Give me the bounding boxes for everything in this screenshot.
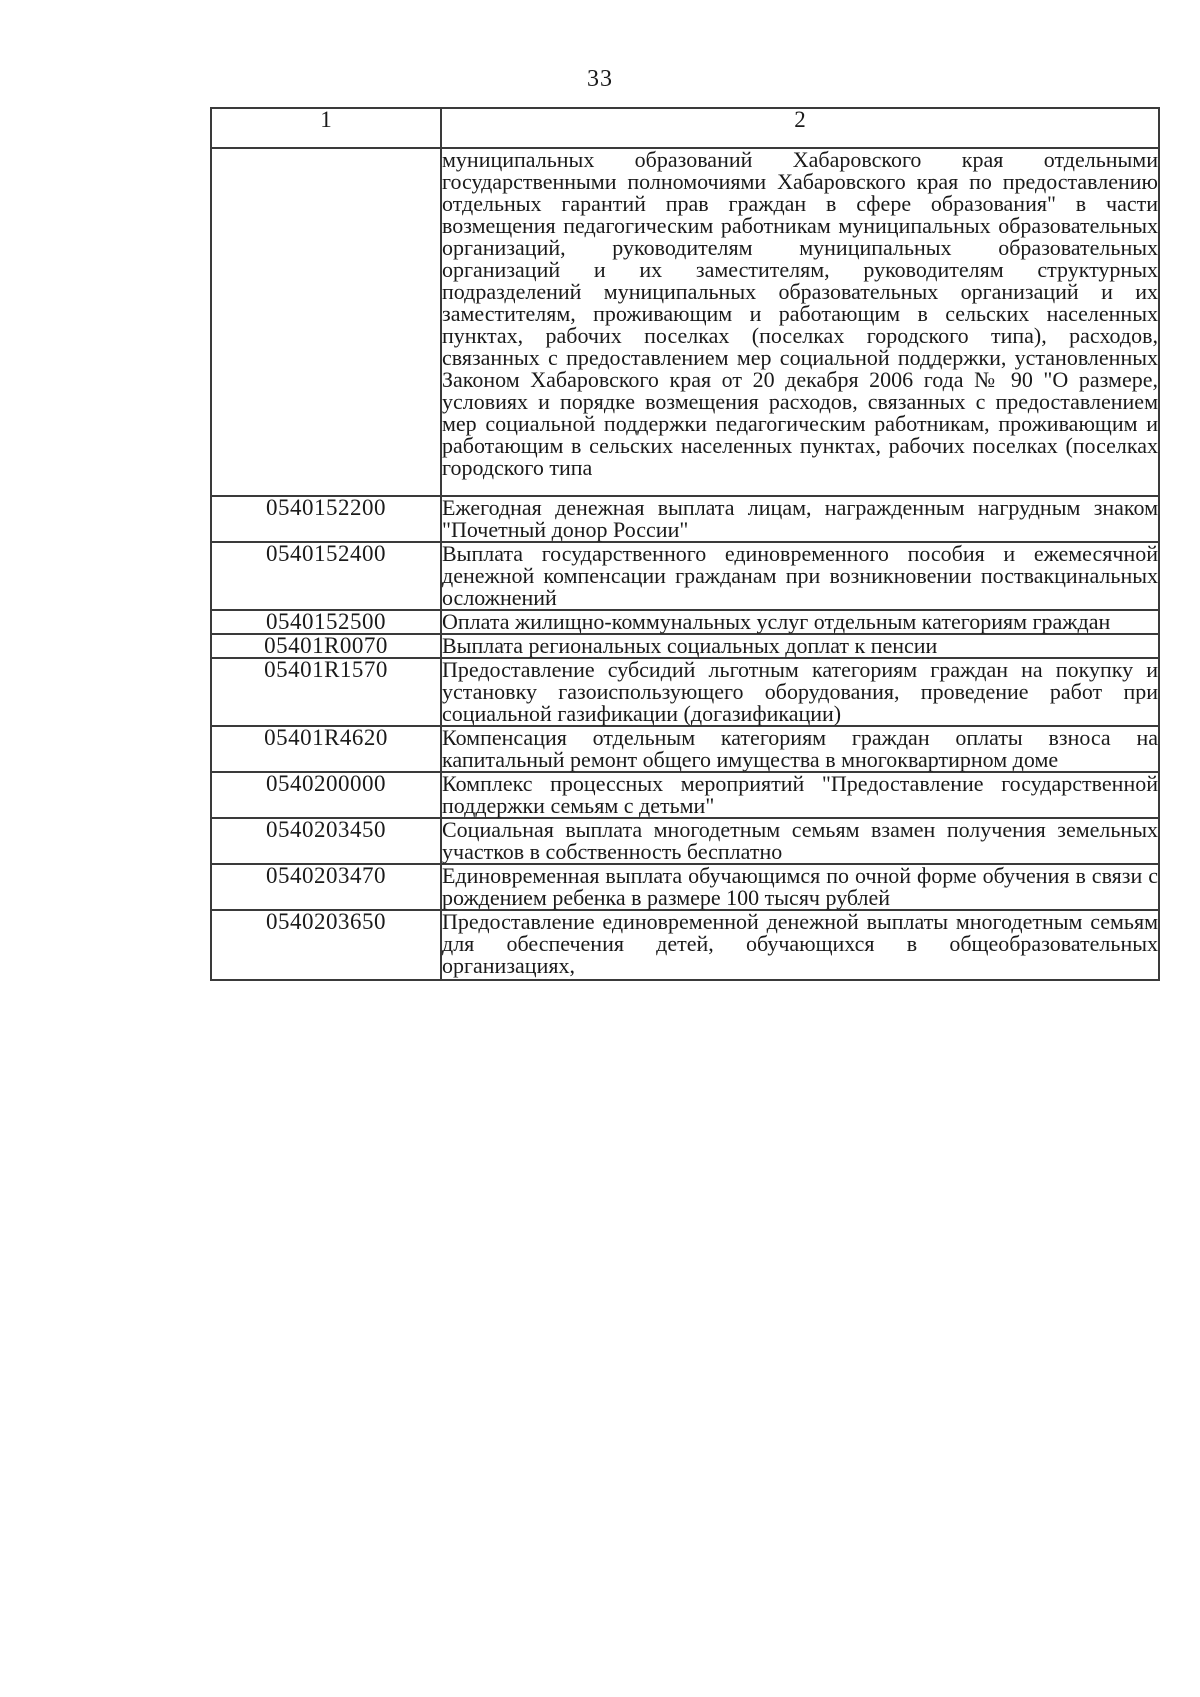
row-description: Единовременная выплата обучающимся по очной форме обучения в связи с рождением ребенка в размере 100 тысяч рублей (442, 863, 1158, 910)
budget-code-table (210, 107, 1160, 981)
row-code: 05401R4620 (211, 726, 441, 772)
table-row (211, 772, 1159, 818)
row-code: 0540203470 (211, 864, 441, 910)
column-header-1: 1 (211, 108, 441, 148)
row-description: Ежегодная денежная выплата лицам, награжденным нагрудным знаком "Почетный донор России" (442, 495, 1158, 542)
row-description: Комплекс процессных мероприятий "Предоставление государственной поддержки семьям с детьми" (442, 771, 1158, 818)
table-row (211, 864, 1159, 910)
page-number: 33 (587, 66, 613, 92)
row-description: муниципальных образований Хабаровского края отдельными государственными полномочиями Хабаровского края по предоставлению отдельных гарантий прав граждан в сфере образования" в части возмещения педагогическим работникам муниципальных образовательных организаций, руководителям муниципальных образовательных организаций и их заместителям, руководителям структурных подразделений муниципальных образовательных организаций и их заместителям, проживающим и работающим в сельских населенных пунктах, рабочих поселках (поселках городского типа), расходов, связанных с предоставлением мер социальной поддержки, установленных Законом Хабаровского края от 20 декабря 2006 года № 90 "О размере, условиях и порядке возмещения расходов, связанных с предоставлением мер социальной поддержки педагогическим работникам, проживающим и работающим в сельских населенных пунктах, рабочих поселках (поселках городского типа (441, 148, 1159, 496)
row-description: Оплата жилищно-коммунальных услуг отдельным категориям граждан (441, 610, 1159, 634)
row-code: 05401R0070 (211, 634, 441, 658)
column-header-2: 2 (441, 108, 1159, 148)
table-row (211, 634, 1159, 658)
table-row (211, 148, 1159, 496)
table-header-row (211, 108, 1159, 148)
row-description: Социальная выплата многодетным семьям взамен получения земельных участков в собственность бесплатно (442, 817, 1158, 864)
table-row (211, 542, 1159, 610)
table-row (211, 910, 1159, 980)
table-row (211, 496, 1159, 542)
table-row (211, 658, 1159, 726)
row-code: 0540152400 (211, 542, 441, 610)
table-row (211, 610, 1159, 634)
row-code: 0540152500 (211, 610, 441, 634)
row-code: 05401R1570 (211, 658, 441, 726)
row-description: Предоставление субсидий льготным категориям граждан на покупку и установку газоиспользующего оборудования, проведение работ при социальной газификации (догазификации) (442, 657, 1158, 726)
row-description: Предоставление единовременной денежной выплаты многодетным семьям для обеспечения детей, обучающихся в общеобразовательных организациях, (442, 909, 1158, 978)
table-row (211, 726, 1159, 772)
row-description: Компенсация отдельным категориям граждан оплаты взноса на капитальный ремонт общего имущества в многоквартирном доме (442, 725, 1158, 772)
row-code (211, 148, 441, 496)
table-row (211, 818, 1159, 864)
row-code: 0540203650 (211, 910, 441, 980)
row-code: 0540203450 (211, 818, 441, 864)
row-description: Выплата региональных социальных доплат к пенсии (441, 634, 1159, 658)
row-description: Выплата государственного единовременного пособия и ежемесячной денежной компенсации гражданам при возникновении поствакцинальных осложнений (442, 541, 1158, 610)
row-code: 0540200000 (211, 772, 441, 818)
row-code: 0540152200 (211, 496, 441, 542)
